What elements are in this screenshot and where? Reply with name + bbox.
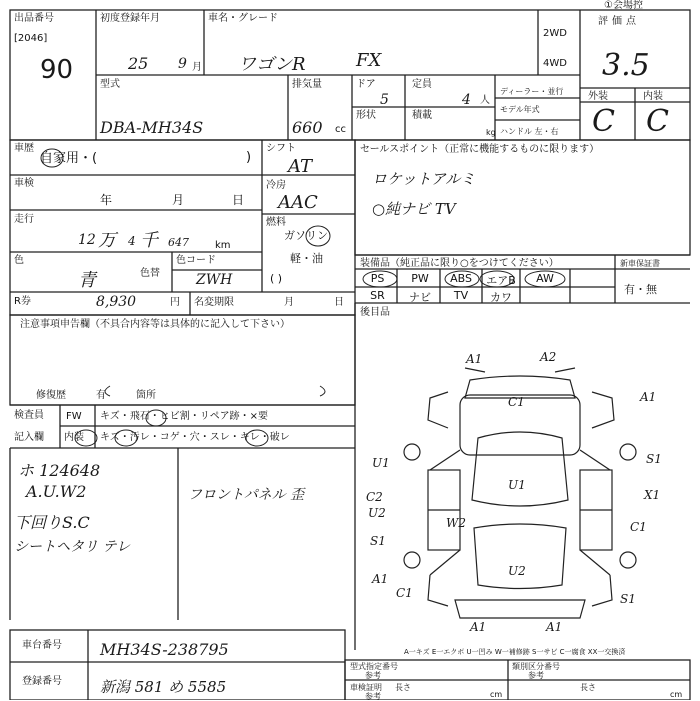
note-line-2: A.U.W2 <box>26 482 87 501</box>
interior-label: 内装 <box>643 91 663 102</box>
displacement-label: 排気量 <box>292 79 322 90</box>
door-label: ドア <box>356 79 376 90</box>
inspection-day: 日 <box>232 193 245 207</box>
damage-mark: A1 <box>466 352 483 366</box>
length-label-2: 長さ <box>580 683 596 692</box>
capacity-value: 4 <box>462 92 471 108</box>
mileage-rest: 647 <box>168 236 189 249</box>
name-change-label: 名変期限 <box>194 297 234 308</box>
selling-point-2: ○純ナビ TV <box>372 200 456 218</box>
equip-leather: カワ <box>490 291 512 304</box>
lot-number: 90 <box>40 55 74 85</box>
damage-mark: W2 <box>446 516 466 530</box>
month-unit: 月 <box>192 62 202 73</box>
type-spec-ref: 参考 <box>365 671 381 680</box>
registration-month: 9 <box>178 56 187 72</box>
color-value: 青 <box>78 270 96 291</box>
car-name-label: 車名・グレード <box>208 13 278 24</box>
caution-label: 注意事項申告欄（不具合内容等は具体的に記入して下さい） <box>20 319 290 330</box>
load-label: 積載 <box>412 110 432 121</box>
damage-mark: U2 <box>368 506 386 520</box>
grade: FX <box>356 50 382 71</box>
color-label: 色 <box>14 255 24 266</box>
mileage-label: 走行 <box>14 214 34 225</box>
drive-4wd: 4WD <box>543 58 567 69</box>
shape-label: 形状 <box>356 110 376 121</box>
equip-abs: ABS <box>450 272 472 285</box>
damage-mark: U1 <box>372 456 390 470</box>
displacement-value: 660 <box>292 118 323 137</box>
class-number-label: 類別区分番号 <box>512 662 560 671</box>
rear-items-label: 後目品 <box>360 307 390 318</box>
repair-place: 箇所 <box>136 390 156 401</box>
fuel-gasoline: ガソリン <box>284 229 328 242</box>
warranty-value: 有・無 <box>624 283 657 296</box>
venue-note: ①会場控 <box>604 0 643 11</box>
equip-aw: AW <box>536 272 554 285</box>
capacity-label: 定員 <box>412 79 432 90</box>
door-count: 5 <box>380 92 389 108</box>
equipment-label: 装備品（純正品に限り○をつけてください） <box>360 258 559 269</box>
damage-mark: A2 <box>540 350 557 364</box>
damage-mark: A1 <box>470 620 487 634</box>
interior-items-label: 内装 <box>64 432 84 443</box>
selling-point-1: ロケットアルミ <box>372 170 476 188</box>
repair-has: 有 <box>96 390 106 401</box>
fw-label: FW <box>66 411 82 422</box>
score-value: 3.5 <box>602 48 650 83</box>
shift-value: AT <box>288 156 313 177</box>
fuel-label: 燃料 <box>266 217 286 228</box>
selling-points-label: セールスポイント（正常に機能するものに限ります） <box>360 144 600 155</box>
mileage-sen-value: 4 <box>128 234 136 248</box>
damage-mark: S1 <box>370 534 386 548</box>
damage-mark: A1 <box>640 390 657 404</box>
lot-code: [2046] <box>14 33 48 44</box>
certificate-ref: 参考 <box>365 692 381 701</box>
cm-unit: cm <box>490 690 503 699</box>
equip-tv: TV <box>453 289 469 302</box>
note-line-3: 下回りS.C <box>14 513 90 532</box>
history-value: 自家用・( <box>40 151 98 166</box>
shade-label: 色替 <box>140 268 160 279</box>
note-line-5: フロントパネル 歪 <box>188 487 305 503</box>
chassis-number-label: 車台番号 <box>22 640 62 651</box>
yen-unit: 円 <box>170 297 180 308</box>
damage-mark: C1 <box>508 395 525 409</box>
history-close: ) <box>246 150 252 165</box>
cc-unit: cc <box>335 124 346 135</box>
km-unit: km <box>215 240 231 251</box>
fw-items: キズ・飛石・ヒビ割・リペア跡・×要 <box>100 411 268 422</box>
name-change-month: 月 <box>284 297 294 308</box>
mileage-man-value: 12 <box>78 232 96 248</box>
certificate-label: 車検証明 <box>350 683 382 692</box>
handle-label: ハンドル 左・右 <box>500 127 559 136</box>
recycle-label: R券 <box>14 296 31 307</box>
chassis-number-value: MH34S-238795 <box>100 640 229 659</box>
exterior-grade: C <box>592 104 615 139</box>
equip-sr: SR <box>370 289 385 302</box>
color-code-value: ZWH <box>196 272 233 288</box>
note-line-4: シートヘタリ テレ <box>14 539 131 555</box>
inspector-label: 検査員 <box>14 410 44 421</box>
damage-mark: C2 <box>366 490 383 504</box>
inspection-label: 車検 <box>14 178 34 189</box>
history-label: 車歴 <box>14 143 34 154</box>
damage-mark: A1 <box>546 620 563 634</box>
interior-items: キズ・汚レ・コゲ・穴・スレ・キレ・破レ <box>100 432 290 443</box>
equip-ps: PS <box>370 272 385 285</box>
damage-mark: S1 <box>620 592 636 606</box>
damage-mark: C1 <box>396 586 413 600</box>
damage-mark: U1 <box>508 478 526 492</box>
score-label: 評価点 <box>598 16 640 27</box>
sen-unit: 千 <box>140 230 158 251</box>
car-name: ワゴンR <box>238 54 306 75</box>
man-unit: 万 <box>98 230 116 251</box>
registration-number-value: 新潟 581 め 5585 <box>100 678 227 696</box>
exterior-label: 外装 <box>588 91 608 102</box>
fuel-light-oil: 軽・油 <box>290 252 323 265</box>
damage-mark: X1 <box>644 488 661 502</box>
model-code: DBA-MH34S <box>100 118 204 137</box>
registration-number-label: 登録番号 <box>22 676 62 687</box>
type-spec-label: 型式指定番号 <box>350 662 398 671</box>
equip-pw: PW <box>411 272 429 285</box>
ac-value: AAC <box>278 192 318 213</box>
model-year-label: モデル年式 <box>500 105 540 114</box>
first-registration-label: 初度登録年月 <box>100 13 160 24</box>
recycle-value: 8,930 <box>96 294 137 310</box>
equip-navi: ナビ <box>409 291 431 304</box>
lot-number-label: 出品番号 <box>14 13 54 24</box>
name-change-day: 日 <box>334 297 344 308</box>
model-label: 型式 <box>100 79 120 90</box>
note-line-1: ホ 124648 <box>18 461 101 480</box>
damage-mark: S1 <box>646 452 662 466</box>
capacity-unit: 人 <box>480 95 490 106</box>
inspection-year: 年 <box>100 193 113 207</box>
ac-label: 冷房 <box>266 180 286 191</box>
damage-mark: A1 <box>372 572 389 586</box>
entry-label: 記入欄 <box>14 432 44 443</box>
registration-year: 25 <box>128 54 149 73</box>
length-label: 長さ <box>395 683 411 692</box>
damage-legend: A一キズ E一エクボ U一凹み W一補修跡 S一サビ C一腐食 XX一交換済 <box>404 648 626 656</box>
cm-unit-2: cm <box>670 690 683 699</box>
damage-mark: U2 <box>508 564 526 578</box>
repair-history-label: 修復歴 <box>36 390 66 401</box>
class-number-ref: 参考 <box>528 671 544 680</box>
interior-grade: C <box>646 104 669 139</box>
fuel-other: ( ) <box>270 272 283 285</box>
dealer-label: ディーラー・並行 <box>500 87 564 96</box>
inspection-month: 月 <box>172 193 185 207</box>
color-code-label: 色コード <box>176 255 216 266</box>
equip-airbag: エアB <box>486 274 516 287</box>
shift-label: シフト <box>266 143 296 154</box>
new-warranty-label: 新車保証書 <box>620 259 660 268</box>
drive-2wd: 2WD <box>543 28 567 39</box>
damage-mark: C1 <box>630 520 647 534</box>
kg-unit: kg <box>486 128 496 137</box>
